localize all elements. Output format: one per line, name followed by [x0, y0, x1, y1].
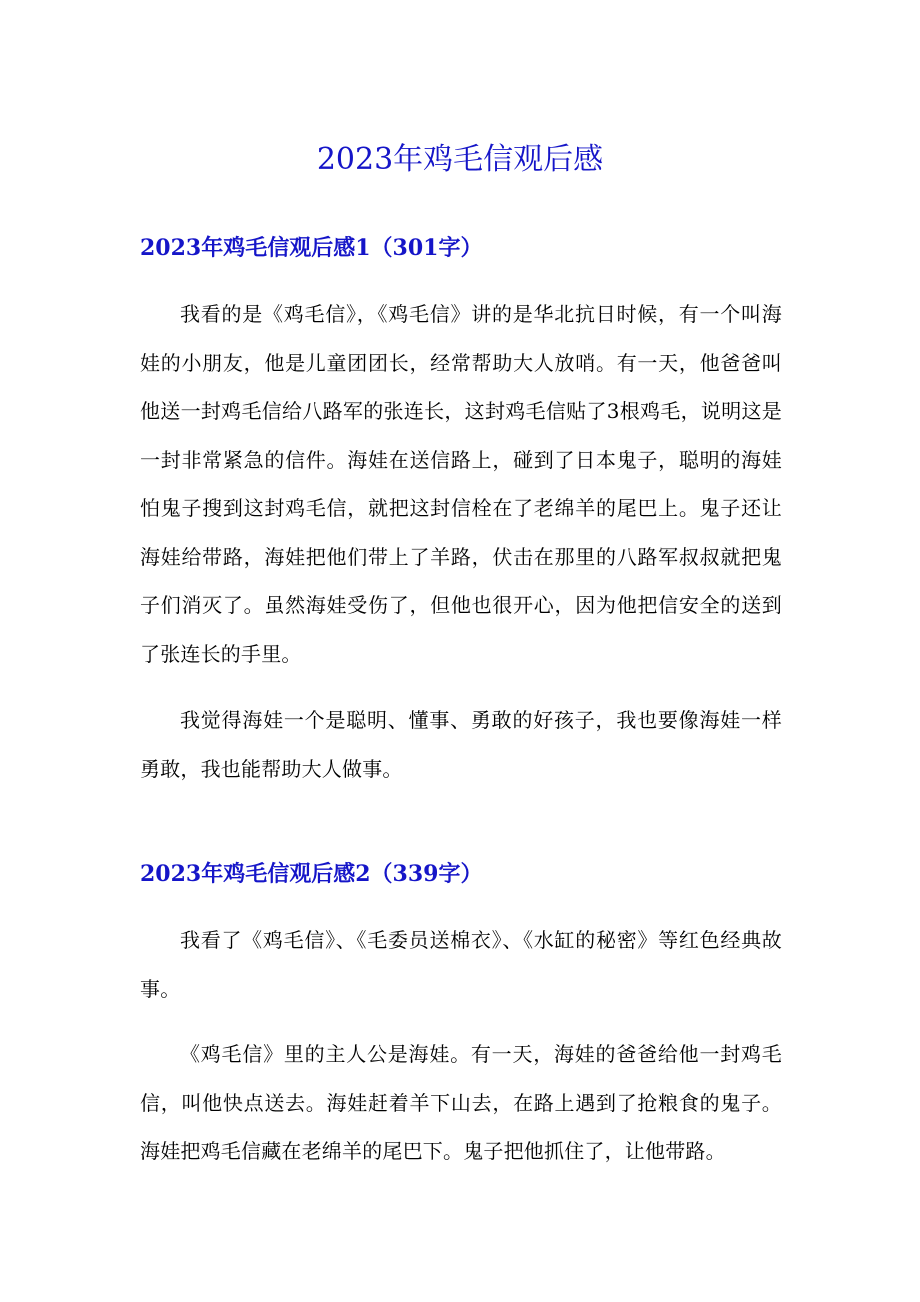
section-1-paragraph-1: 我看的是《鸡毛信》，《鸡毛信》讲的是华北抗日时候，有一个叫海娃的小朋友，他是儿童团团长，经常帮助大人放哨。有一天，他爸爸叫他送一封鸡毛信给八路军的张连长，这封鸡毛信贴了3根鸡毛，说明这是一封非常紧急的信件。海娃在送信路上，碰到了日本鬼子，聪明的海娃怕鬼子搜到这封鸡毛信，就把这封信栓在了老绵羊的尾巴上。鬼子还让海娃给带路，海娃把他们带上了羊路，伏击在那里的八路军叔叔就把鬼子们消灭了。虽然海娃受伤了，但他也很开心，因为他把信安全的送到了张连长的手里。 [140, 302, 782, 666]
section-1-paragraph-2: 我觉得海娃一个是聪明、懂事、勇敢的好孩子，我也要像海娃一样勇敢，我也能帮助大人做事。 [140, 708, 782, 781]
section-heading-2: 2023年鸡毛信观后感2（339字） [140, 861, 483, 887]
section-2-paragraph-1: 我看了《鸡毛信》、《毛委员送棉衣》、《水缸的秘密》等红色经典故事。 [140, 928, 782, 1001]
document-title: 2023年鸡毛信观后感 [316, 142, 604, 177]
section-2-paragraph-2: 《鸡毛信》里的主人公是海娃。有一天，海娃的爸爸给他一封鸡毛信，叫他快点送去。海娃赶着羊下山去，在路上遇到了抢粮食的鬼子。海娃把鸡毛信藏在老绵羊的尾巴下。鬼子把他抓住了，让他带路。 [140, 1042, 782, 1163]
section-heading-1: 2023年鸡毛信观后感1（301字） [140, 235, 483, 261]
